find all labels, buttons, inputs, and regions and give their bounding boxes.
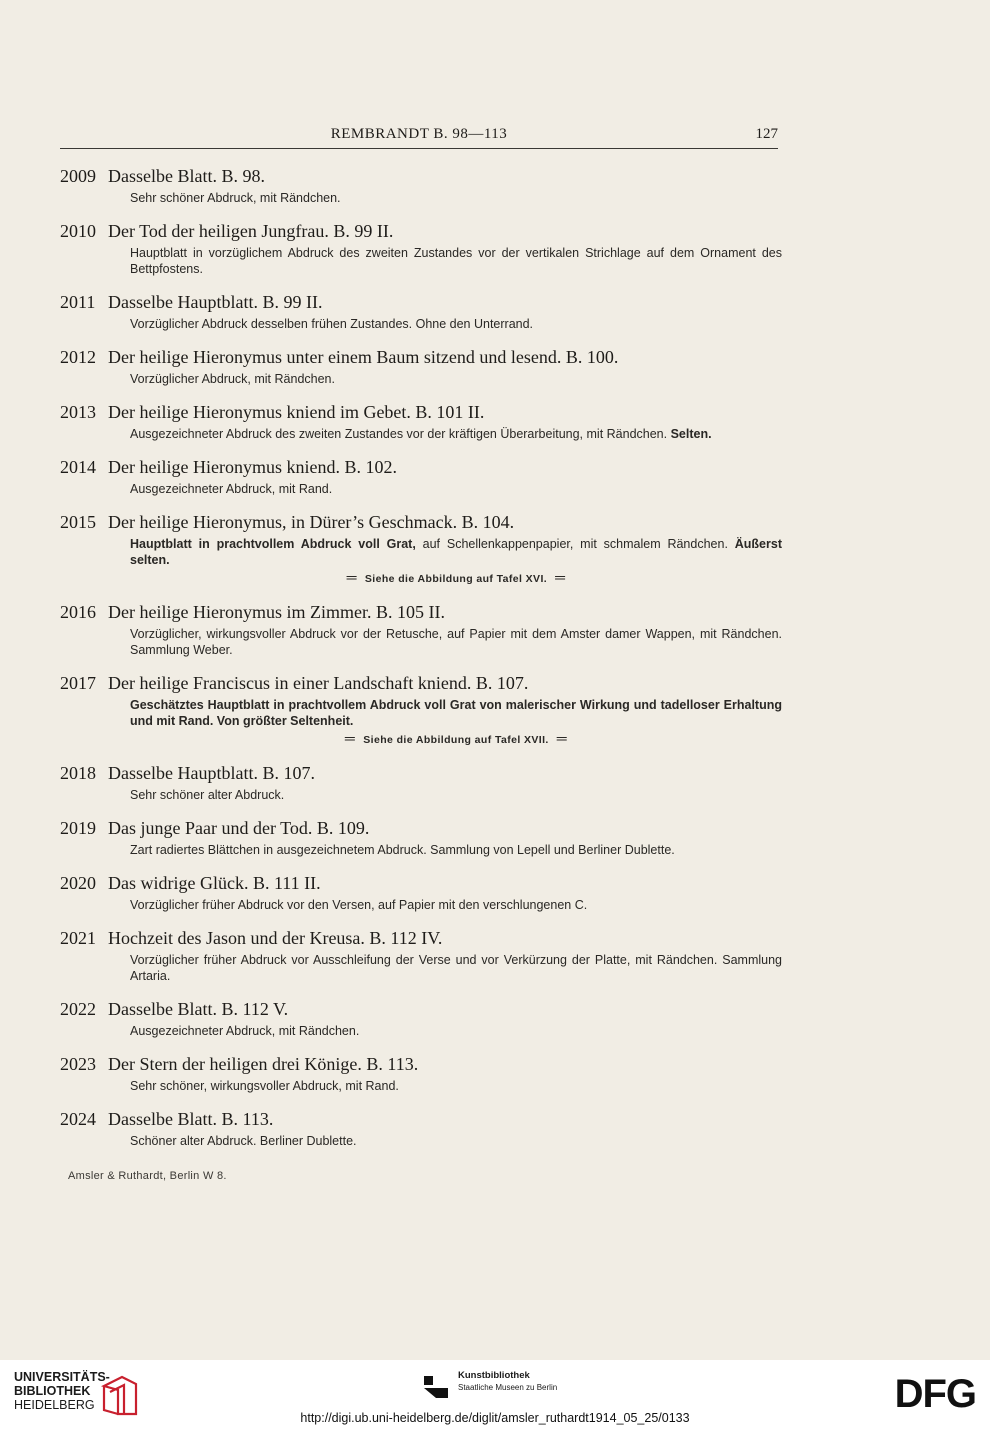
entry-title-line [60,400,782,424]
entry-title: Der Tod der heiligen Jungfrau. B. 99 II. [108,221,394,241]
entry-title: Der heilige Hieronymus, in Dürer’s Geschmack. B. 104. [108,512,515,532]
entry-title-line [60,510,782,534]
entry-description [130,787,782,803]
entry-description [130,426,782,442]
entry-number: 2016 [60,602,96,622]
description-text: Vorzüglicher früher Abdruck vor Ausschleifung der Verse und vor Verkürzung der Platte, mit Rändchen. Sammlung Artaria. [130,953,782,983]
plate-reference-text: Siehe die Abbildung auf Tafel XVI. [364,573,548,585]
plate-reference [130,569,782,587]
printer-imprint: Amsler & Ruthardt, Berlin W 8. [68,1170,227,1182]
entry-title-line [60,671,782,695]
entry-title-line [60,345,782,369]
digitization-footer [0,1360,990,1429]
entry-number: 2021 [60,928,96,948]
entry-title: Dasselbe Blatt. B. 112 V. [108,999,289,1019]
entry-number: 2017 [60,673,96,693]
entry-title-line [60,816,782,840]
entry-title: Der heilige Hieronymus kniend im Gebet. B. 101 II. [108,402,485,422]
entry-title: Der heilige Franciscus in einer Landschaft kniend. B. 107. [108,673,529,693]
entry-description [130,481,782,497]
entry-number: 2012 [60,347,96,367]
catalog-entries [60,164,782,1162]
kunstbibliothek-logo[interactable] [422,1370,622,1410]
ub-book-icon [100,1374,140,1416]
ub-line1: UNIVERSITÄTS- [14,1370,110,1384]
entry-description [130,536,782,587]
plate-reference [130,730,782,748]
running-header [60,124,778,149]
entry-title: Der Stern der heiligen drei Könige. B. 113. [108,1054,419,1074]
description-text: Vorzüglicher früher Abdruck vor den Versen, auf Papier mit den verschlungenen C. [130,898,588,912]
entry-title-line [60,1107,782,1131]
entry-number: 2019 [60,818,96,838]
catalog-entry [60,926,782,984]
entry-description [130,1133,782,1149]
entry-number: 2011 [60,292,96,312]
description-text: Ausgezeichneter Abdruck, mit Rändchen. [130,1024,360,1038]
header-title: REMBRANDT B. 98—113 [330,126,508,142]
entry-number: 2014 [60,457,96,477]
entry-title: Das widrige Glück. B. 111 II. [108,873,321,893]
entry-title-line [60,164,782,188]
catalog-entry [60,1052,782,1094]
entry-title: Dasselbe Hauptblatt. B. 99 II. [108,292,323,312]
entry-number: 2022 [60,999,96,1019]
entry-description [130,842,782,858]
entry-title-line [60,997,782,1021]
entry-title-line [60,455,782,479]
ub-line2: BIBLIOTHEK [14,1384,91,1398]
entry-number: 2024 [60,1109,96,1129]
entry-number: 2023 [60,1054,96,1074]
kunstbibliothek-icon [422,1374,450,1400]
entry-title-line [60,290,782,314]
entry-title-line [60,871,782,895]
catalog-entry [60,761,782,803]
entry-title: Der heilige Hieronymus kniend. B. 102. [108,457,397,477]
entry-title-line [60,219,782,243]
description-text: Sehr schöner alter Abdruck. [130,788,285,802]
entry-description [130,316,782,332]
entry-number: 2020 [60,873,96,893]
description-text: Zart radiertes Blättchen in ausgezeichnetem Abdruck. Sammlung von Lepell und Berliner Dublette. [130,843,675,857]
rule-ornament: ═ [346,569,357,585]
description-text: auf Schellenkappenpapier, mit schmalem Rändchen. [415,537,735,551]
rule-ornament: ═ [344,730,356,746]
entry-title-line [60,600,782,624]
catalog-entry [60,345,782,387]
entry-title: Der heilige Hieronymus im Zimmer. B. 105 II. [108,602,445,622]
kb-sub: Staatliche Museen zu Berlin [458,1383,558,1392]
entry-title: Dasselbe Blatt. B. 98. [108,166,265,186]
entry-description [130,697,782,748]
ub-line3: HEIDELBERG [14,1398,95,1412]
description-emphasis: Hauptblatt in prachtvollem Abdruck voll Grat, [130,537,416,551]
description-text: Sehr schöner, wirkungsvoller Abdruck, mit Rand. [130,1079,399,1093]
rule-ornament: ═ [556,730,568,746]
permalink-url[interactable]: http://digi.ub.uni-heidelberg.de/diglit/amsler_ruthardt1914_05_25/0133 [300,1411,690,1425]
catalog-entry [60,510,782,587]
rule-ornament: ═ [555,569,566,585]
entry-title-line [60,1052,782,1076]
description-text: Vorzüglicher, wirkungsvoller Abdruck vor der Retusche, auf Papier mit dem Amster damer Wappen, mit Rändchen. Sammlung Weber. [130,627,782,657]
catalog-entry [60,671,782,748]
entry-title: Dasselbe Blatt. B. 113. [108,1109,274,1129]
catalog-entry [60,290,782,332]
catalog-entry [60,455,782,497]
entry-description [130,1078,782,1094]
description-text: Ausgezeichneter Abdruck des zweiten Zustandes vor der kräftigen Überarbeitung, mit Rändchen. [130,427,671,441]
catalog-entry [60,871,782,913]
description-text: Sehr schöner Abdruck, mit Rändchen. [130,191,341,205]
entry-description [130,626,782,658]
entry-number: 2015 [60,512,96,532]
entry-description [130,371,782,387]
catalog-entry [60,600,782,658]
entry-title: Hochzeit des Jason und der Kreusa. B. 112 IV. [108,928,443,948]
kb-name: Kunstbibliothek [458,1370,530,1381]
description-emphasis: Geschätztes Hauptblatt in prachtvollem Abdruck voll Grat von malerischer Wirkung und tadelloser Erhaltung und mit Rand. Von größter Seltenheit. [130,698,782,728]
catalog-entry [60,816,782,858]
entry-description [130,1023,782,1039]
catalog-entry [60,997,782,1039]
description-emphasis: Äußerst selten. [130,537,782,567]
description-text: Hauptblatt in vorzüglichem Abdruck des zweiten Zustandes vor der vertikalen Strichlage auf dem Ornament des Bettpfostens. [130,246,782,276]
catalog-entry [60,400,782,442]
entry-number: 2010 [60,221,96,241]
entry-title-line [60,761,782,785]
entry-title: Das junge Paar und der Tod. B. 109. [108,818,370,838]
plate-reference-text: Siehe die Abbildung auf Tafel XVII. [363,734,549,746]
entry-title-line [60,926,782,950]
description-text: Vorzüglicher Abdruck desselben frühen Zustandes. Ohne den Unterrand. [130,317,534,331]
entry-number: 2013 [60,402,96,422]
description-text: Ausgezeichneter Abdruck, mit Rand. [130,482,333,496]
catalog-entry [60,164,782,206]
description-text: Vorzüglicher Abdruck, mit Rändchen. [130,372,335,386]
entry-description [130,245,782,277]
page-number: 127 [755,126,778,142]
catalog-entry [60,1107,782,1149]
entry-description [130,952,782,984]
entry-description [130,190,782,206]
entry-description [130,897,782,913]
entry-title: Dasselbe Hauptblatt. B. 107. [108,763,315,783]
description-emphasis: Selten. [670,427,712,441]
dfg-logo[interactable]: DFG [894,1372,976,1416]
entry-number: 2009 [60,166,96,186]
catalog-entry [60,219,782,277]
description-text: Schöner alter Abdruck. Berliner Dublette. [130,1134,357,1148]
entry-number: 2018 [60,763,96,783]
kunstbibliothek-text [458,1370,557,1393]
entry-title: Der heilige Hieronymus unter einem Baum sitzend und lesend. B. 100. [108,347,619,367]
